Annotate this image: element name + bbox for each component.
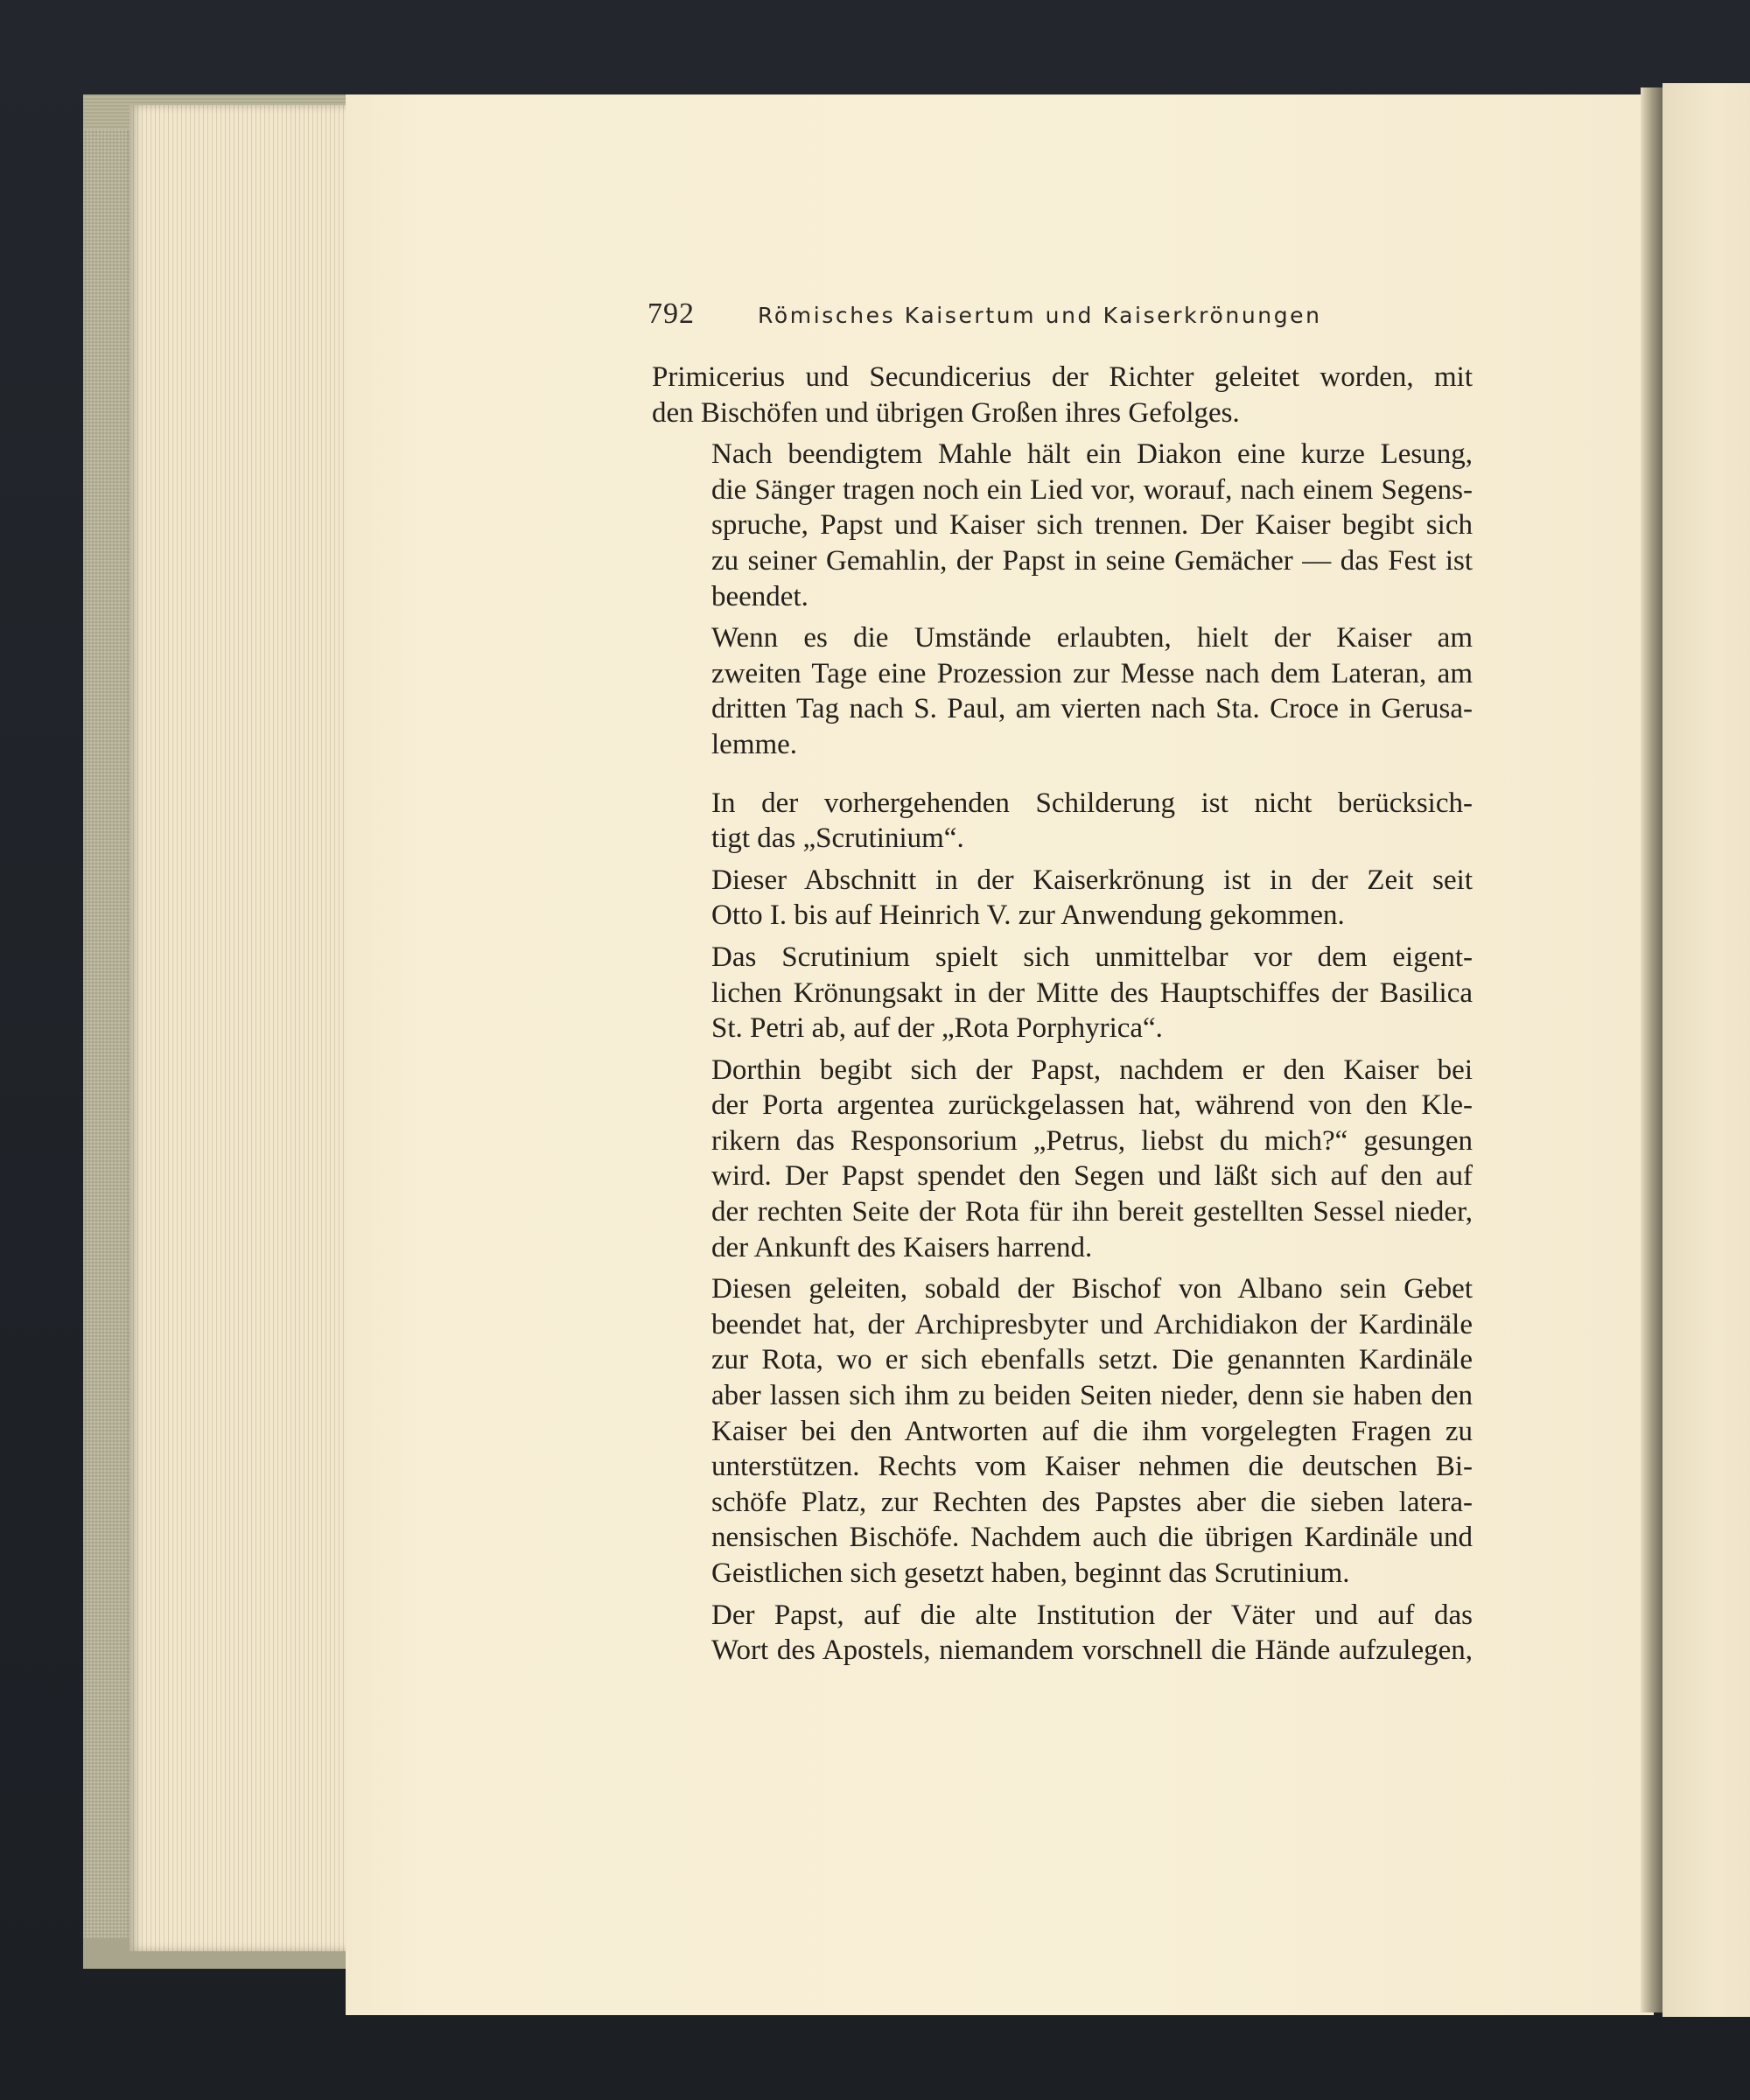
text-line: zweiten Tage eine Prozession zur Messe nach dem Lateran, am [711, 657, 1473, 690]
facing-page-edge [1662, 83, 1750, 2017]
text-line: rikern das Responsorium „Petrus, liebst du mich?“ gesungen [711, 1124, 1473, 1157]
text-line: aber lassen sich ihm zu beiden Seiten nieder, denn sie haben den [711, 1380, 1473, 1412]
text-line: den Bischöfen und übrigen Großen ihres Gefolges. [652, 396, 1240, 429]
text-line: tigt das „Scrutinium“. [711, 822, 964, 855]
paragraph [652, 1598, 1473, 1669]
text-line: In der vorhergehenden Schilderung ist nicht berücksich- [711, 787, 1473, 819]
text-line: der Porta argentea zurückgelassen hat, während von den Kle- [711, 1089, 1473, 1122]
text-line: Der Papst, auf die alte Institution der Väter und auf das [711, 1599, 1473, 1631]
text-line: lichen Krönungsakt in der Mitte des Hauptschiffes der Basilica [711, 976, 1473, 1009]
text-line: nensischen Bischöfe. Nachdem auch die übrigen Kardinäle und [711, 1522, 1473, 1554]
paragraph [652, 1053, 1473, 1266]
paragraph [652, 360, 1473, 430]
cloth-binding [83, 96, 136, 1969]
text-line: zu seiner Gemahlin, der Papst in seine Gemächer — das Fest ist [711, 544, 1473, 577]
text-line: Diesen geleiten, sobald der Bischof von Albano sein Gebet [711, 1273, 1473, 1306]
running-title: Römisches Kaisertum und Kaiserkrönungen [758, 303, 1322, 328]
paragraph [652, 1271, 1473, 1591]
text-line: St. Petri ab, auf der „Rota Porphyrica“. [711, 1012, 1163, 1045]
text-line: wird. Der Papst spendet den Segen und läßt sich auf den auf [711, 1160, 1473, 1193]
paragraph [652, 620, 1473, 762]
text-line: beendet hat, der Archipresbyter und Archidiakon der Kardinäle [711, 1308, 1473, 1340]
page-number: 792 [648, 298, 695, 330]
text-line: Geistlichen sich gesetzt haben, beginnt das Scrutinium. [711, 1558, 1350, 1589]
text-line: der rechten Seite der Rota für ihn bereit gestellten Sessel nieder, [711, 1196, 1473, 1228]
text-line: Wenn es die Umstände erlaubten, hielt der Kaiser am [711, 622, 1473, 654]
running-head [648, 298, 1435, 341]
text-line: Wort des Apostels, niemandem vorschnell die Hände aufzulegen, [711, 1634, 1473, 1667]
text-line: Nach beendigtem Mahle hält ein Diakon eine kurze Lesung, [711, 438, 1473, 471]
text-line: unterstützen. Rechts vom Kaiser nehmen die deutschen Bi- [711, 1451, 1473, 1483]
page-stack-edges [130, 105, 348, 1951]
text-line: Dorthin begibt sich der Papst, nachdem er den Kaiser bei [711, 1054, 1473, 1086]
text-line: schöfe Platz, zur Rechten des Papstes aber die sieben latera- [711, 1486, 1473, 1518]
text-line: Das Scrutinium spielt sich unmittelbar vor dem eigent- [711, 941, 1473, 973]
text-line: der Ankunft des Kaisers harrend. [711, 1231, 1093, 1264]
paragraph [652, 786, 1473, 857]
text-line: Kaiser bei den Antworten auf die ihm vorgelegten Fragen zu [711, 1415, 1473, 1447]
paragraph [652, 940, 1473, 1046]
text-line: zur Rota, wo er sich ebenfalls setzt. Die genannten Kardinäle [711, 1344, 1473, 1376]
text-line: Primicerius und Secundicerius der Richter geleitet worden, mit [652, 361, 1473, 393]
paragraph [652, 863, 1473, 934]
text-line: beendet. [711, 580, 808, 612]
text-line: die Sänger tragen noch ein Lied vor, worauf, nach einem Segens- [711, 473, 1473, 506]
text-line: Otto I. bis auf Heinrich V. zur Anwendung gekommen. [711, 900, 1345, 932]
text-line: lemme. [711, 728, 798, 760]
paragraph [652, 437, 1473, 614]
text-line: Dieser Abschnitt in der Kaiserkrönung ist in der Zeit seit [711, 864, 1473, 896]
text-line: dritten Tag nach S. Paul, am vierten nach Sta. Croce in Gerusa- [711, 693, 1473, 725]
body-text [652, 360, 1473, 1669]
text-line: spruche, Papst und Kaiser sich trennen. Der Kaiser begibt sich [711, 509, 1473, 542]
